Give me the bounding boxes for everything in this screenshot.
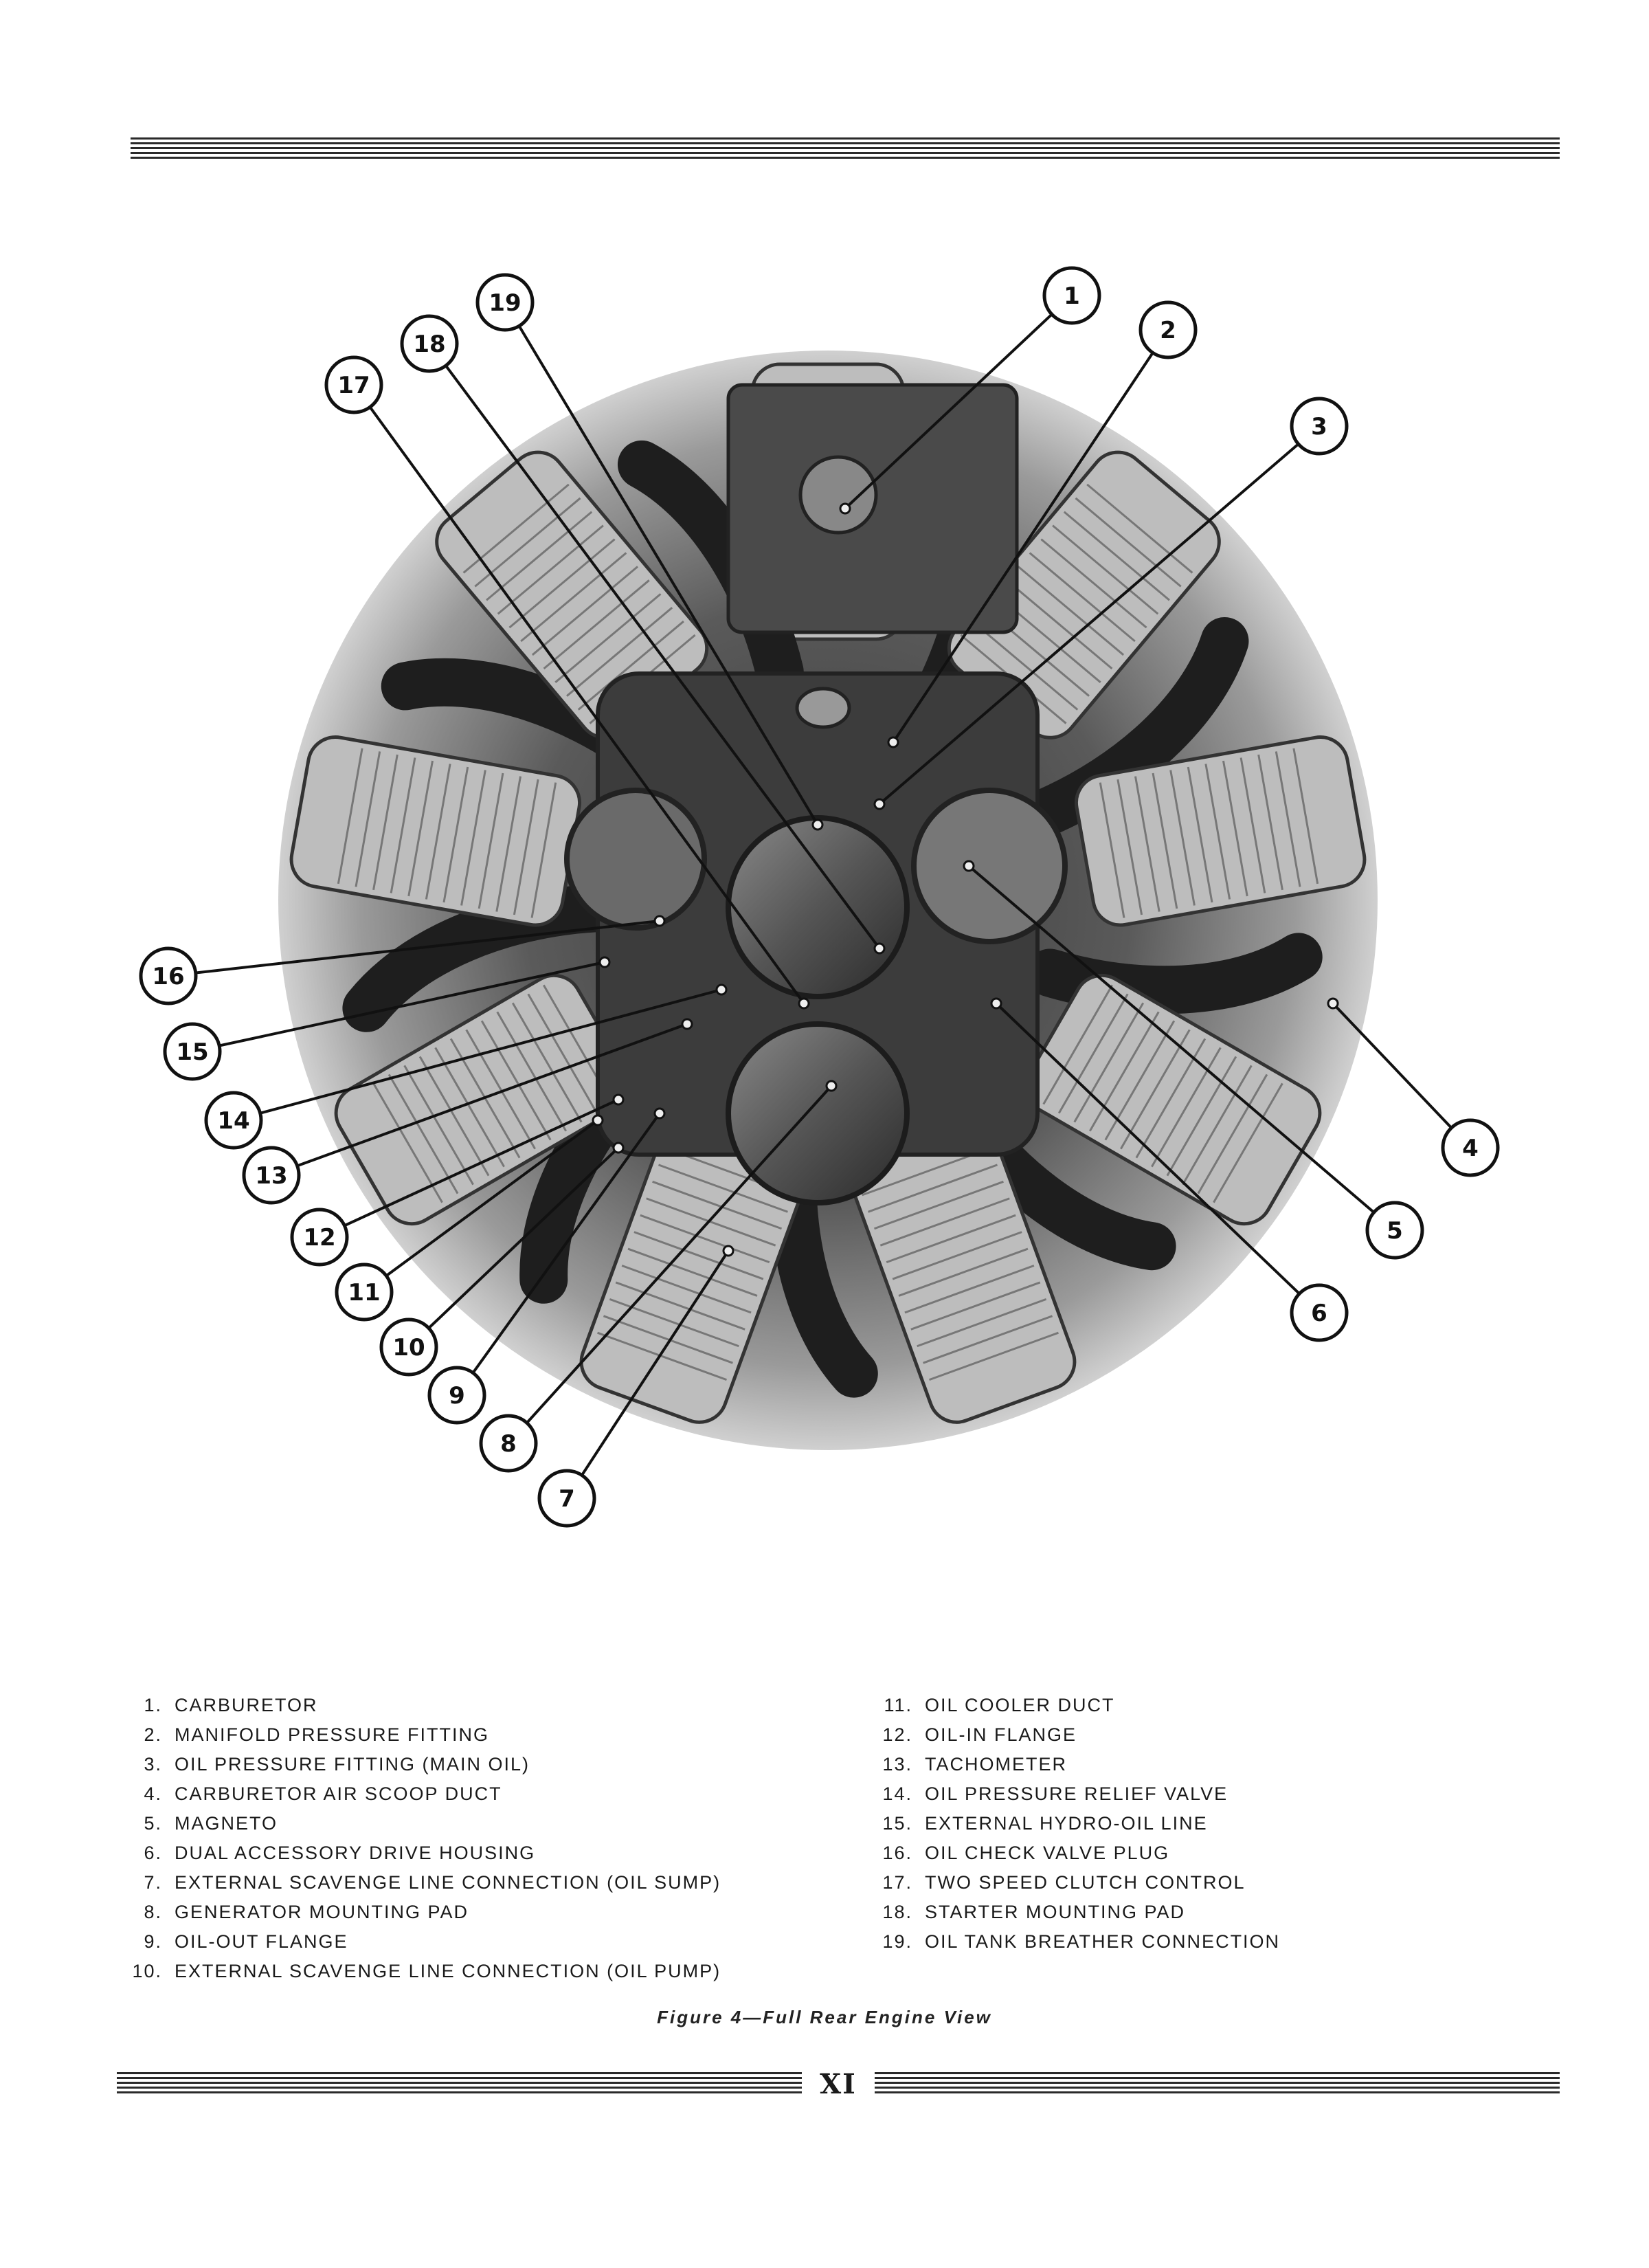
leader-arrowhead xyxy=(875,799,884,809)
legend-label: TACHOMETER xyxy=(925,1754,1067,1775)
legend-number: 1. xyxy=(144,1695,162,1715)
footer-rule-right xyxy=(875,2072,1560,2096)
callout-number: 10 xyxy=(392,1334,425,1361)
legend-item xyxy=(122,1809,721,1838)
callout-17 xyxy=(326,357,381,412)
callout-15 xyxy=(165,1024,220,1079)
callout-number: 12 xyxy=(303,1224,336,1252)
legend-label: OIL COOLER DUCT xyxy=(925,1695,1115,1715)
leader-arrowhead xyxy=(614,1095,623,1104)
callout-11 xyxy=(337,1265,392,1320)
callout-2 xyxy=(1141,302,1196,357)
legend-label: EXTERNAL SCAVENGE LINE CONNECTION (OIL PUMP) xyxy=(175,1961,721,1981)
leader-arrowhead xyxy=(964,861,974,871)
legend-item xyxy=(873,1691,1280,1720)
legend-label: MAGNETO xyxy=(175,1813,278,1834)
legend-item xyxy=(122,1838,721,1868)
legend-label: EXTERNAL HYDRO-OIL LINE xyxy=(925,1813,1208,1834)
legend-number: 9. xyxy=(144,1931,162,1952)
callout-number: 14 xyxy=(217,1107,250,1135)
legend-label: TWO SPEED CLUTCH CONTROL xyxy=(925,1872,1246,1893)
top-rule xyxy=(131,137,1560,165)
legend-item xyxy=(122,1927,721,1957)
leader-arrowhead xyxy=(682,1019,692,1029)
leader-arrowhead xyxy=(991,999,1001,1008)
callout-number: 13 xyxy=(255,1162,288,1190)
leader-arrowhead xyxy=(723,1246,733,1256)
leader-arrowhead xyxy=(1328,999,1338,1008)
legend-number: 13. xyxy=(882,1754,912,1775)
callout-6 xyxy=(1292,1285,1347,1340)
callout-13 xyxy=(244,1148,299,1203)
leader-arrowhead xyxy=(717,985,726,994)
callout-5 xyxy=(1367,1203,1422,1258)
legend-number: 15. xyxy=(882,1813,912,1834)
legend-label: MANIFOLD PRESSURE FITTING xyxy=(175,1724,490,1745)
legend-label: OIL TANK BREATHER CONNECTION xyxy=(925,1931,1281,1952)
callout-number: 16 xyxy=(152,963,185,990)
legend-item xyxy=(122,1779,721,1809)
callout-number: 18 xyxy=(413,331,446,358)
callout-18 xyxy=(402,316,457,371)
callout-8 xyxy=(481,1416,536,1471)
callout-19 xyxy=(478,275,532,330)
legend-number: 6. xyxy=(144,1843,162,1863)
callout-number: 4 xyxy=(1462,1135,1479,1162)
leader-arrowhead xyxy=(600,957,609,967)
callout-12 xyxy=(292,1210,347,1265)
figure-caption: Figure 4—Full Rear Engine View xyxy=(657,2007,992,2027)
legend-number: 14. xyxy=(882,1783,912,1804)
legend-item xyxy=(873,1809,1280,1838)
leader-arrowhead xyxy=(875,944,884,953)
page-footer xyxy=(117,2067,1560,2100)
leader-arrowhead xyxy=(888,737,898,747)
leader-arrowhead xyxy=(614,1143,623,1153)
legend-item xyxy=(122,1750,721,1779)
callout-number: 8 xyxy=(500,1430,517,1458)
leader-arrowhead xyxy=(799,999,809,1008)
callout-number: 1 xyxy=(1064,282,1080,310)
legend-item xyxy=(122,1720,721,1750)
legend-label: CARBURETOR AIR SCOOP DUCT xyxy=(175,1783,502,1804)
legend-item xyxy=(873,1927,1280,1957)
legend-number: 3. xyxy=(144,1754,162,1775)
callout-number: 7 xyxy=(559,1485,575,1513)
legend-number: 18. xyxy=(882,1902,912,1922)
legend-label: CARBURETOR xyxy=(175,1695,318,1715)
legend-label: DUAL ACCESSORY DRIVE HOUSING xyxy=(175,1843,536,1863)
callout-number: 9 xyxy=(449,1382,465,1410)
footer-rule-left xyxy=(117,2072,802,2096)
legend-label: EXTERNAL SCAVENGE LINE CONNECTION (OIL SUMP) xyxy=(175,1872,721,1893)
callout-number: 11 xyxy=(348,1279,381,1307)
callout-number: 5 xyxy=(1387,1217,1403,1245)
callout-7 xyxy=(539,1471,594,1526)
legend-number: 10. xyxy=(132,1961,162,1981)
legend-number: 12. xyxy=(882,1724,912,1745)
legend-number: 2. xyxy=(144,1724,162,1745)
leader-line xyxy=(1333,1003,1470,1148)
legend-item xyxy=(873,1750,1280,1779)
legend-number: 17. xyxy=(882,1872,912,1893)
legend-label: GENERATOR MOUNTING PAD xyxy=(175,1902,469,1922)
legend-number: 19. xyxy=(882,1931,912,1952)
legend-label: OIL-OUT FLANGE xyxy=(175,1931,348,1952)
legend-number: 4. xyxy=(144,1783,162,1804)
leader-arrowhead xyxy=(655,1109,664,1118)
legend-item xyxy=(122,1898,721,1927)
callout-number: 3 xyxy=(1311,413,1327,441)
legend-number: 16. xyxy=(882,1843,912,1863)
leader-arrowhead xyxy=(827,1081,836,1091)
legend-number: 5. xyxy=(144,1813,162,1834)
legend-item xyxy=(122,1868,721,1898)
legend-right xyxy=(873,1691,1280,1957)
page-number: XI xyxy=(820,2067,857,2100)
legend-item xyxy=(873,1720,1280,1750)
legend-number: 8. xyxy=(144,1902,162,1922)
callout-9 xyxy=(429,1368,484,1423)
leader-arrowhead xyxy=(813,820,822,830)
legend-label: OIL-IN FLANGE xyxy=(925,1724,1077,1745)
legend-item xyxy=(122,1691,721,1720)
callout-14 xyxy=(206,1093,261,1148)
legend-number: 11. xyxy=(884,1695,912,1715)
legend-item xyxy=(873,1779,1280,1809)
legend-item xyxy=(873,1838,1280,1868)
callout-number: 6 xyxy=(1311,1300,1327,1327)
callout-1 xyxy=(1044,268,1099,323)
callout-number: 17 xyxy=(337,372,370,399)
leader-arrowhead xyxy=(655,916,664,926)
legend-item xyxy=(873,1898,1280,1927)
legend-label: OIL CHECK VALVE PLUG xyxy=(925,1843,1170,1863)
leader-arrowhead xyxy=(593,1115,603,1125)
leader-arrowhead xyxy=(840,504,850,513)
callout-number: 15 xyxy=(176,1038,209,1066)
callout-number: 2 xyxy=(1160,317,1176,344)
legend-label: OIL PRESSURE RELIEF VALVE xyxy=(925,1783,1229,1804)
callout-number: 19 xyxy=(489,289,521,317)
legend-item xyxy=(873,1868,1280,1898)
callout-3 xyxy=(1292,399,1347,454)
engine-photo xyxy=(278,351,1382,1456)
engine-figure xyxy=(124,261,1518,1601)
callout-16 xyxy=(141,948,196,1003)
legend-number: 7. xyxy=(144,1872,162,1893)
callout-10 xyxy=(381,1320,436,1375)
legend-item xyxy=(122,1957,721,1986)
callout-4 xyxy=(1443,1120,1498,1175)
legend-left xyxy=(122,1691,721,1986)
legend-label: STARTER MOUNTING PAD xyxy=(925,1902,1186,1922)
legend-label: OIL PRESSURE FITTING (MAIN OIL) xyxy=(175,1754,530,1775)
